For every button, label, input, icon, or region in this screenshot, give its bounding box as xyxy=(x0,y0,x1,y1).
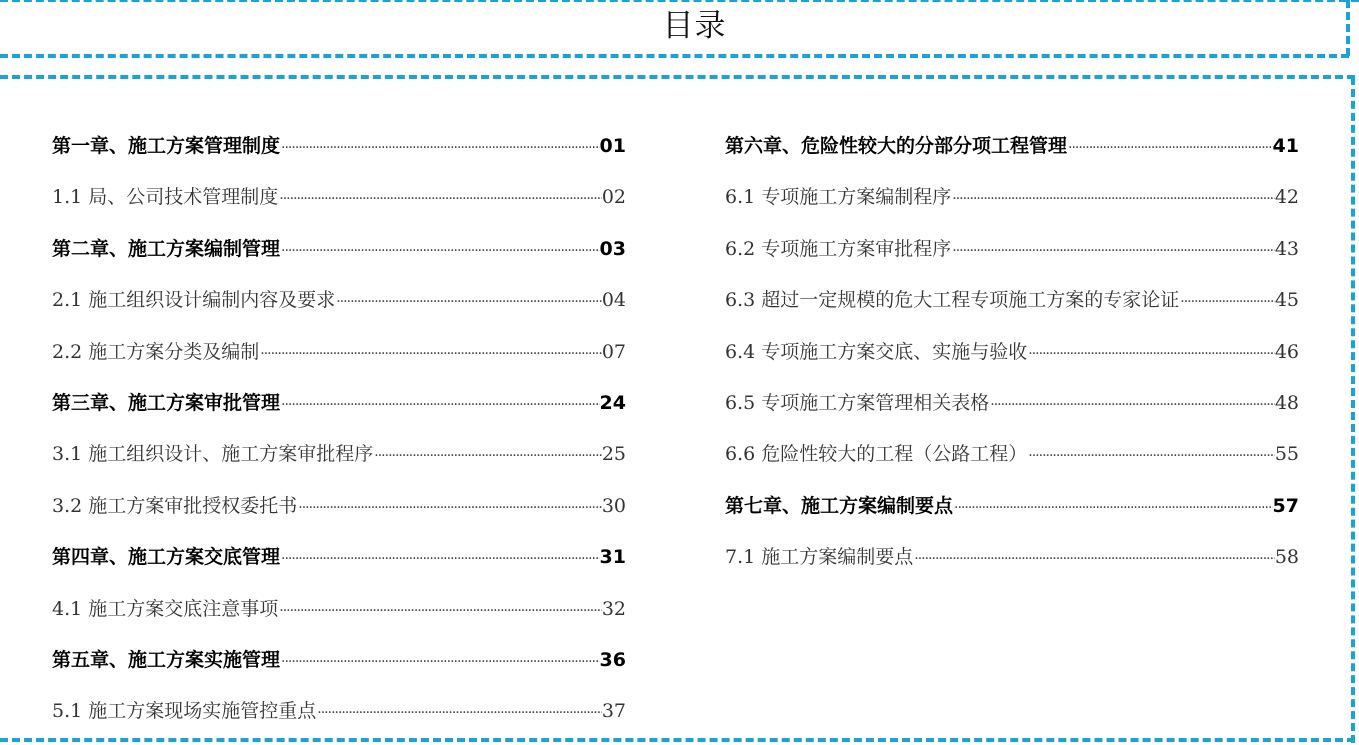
toc-entry-page: 31 xyxy=(599,546,626,569)
toc-entry-title: 4.1 施工方案交底注意事项 xyxy=(52,597,279,620)
toc-entry-page: 07 xyxy=(601,340,626,363)
content-border-top xyxy=(0,75,1355,79)
toc-entry[interactable] xyxy=(52,231,626,282)
toc-entry-title: 5.1 施工方案现场实施管控重点 xyxy=(52,700,317,723)
toc-entry-title: 6.1 专项施工方案编制程序 xyxy=(725,186,952,209)
toc-entry[interactable] xyxy=(52,282,626,333)
toc-entry-page: 25 xyxy=(601,443,626,466)
toc-entry[interactable] xyxy=(52,693,626,744)
toc-entry[interactable] xyxy=(52,488,626,539)
toc-leader-dots xyxy=(1027,336,1275,372)
toc-entry[interactable] xyxy=(725,179,1299,230)
toc-entry-page: 04 xyxy=(601,289,626,312)
toc-entry-title: 第一章、施工方案管理制度 xyxy=(52,135,281,157)
toc-entry-page: 41 xyxy=(1272,135,1299,157)
toc-entry[interactable] xyxy=(725,231,1299,282)
toc-leader-dots xyxy=(989,387,1275,423)
toc-leader-dots xyxy=(278,593,602,629)
toc-entry-page: 36 xyxy=(599,648,626,671)
toc-leader-dots xyxy=(278,181,602,217)
header-border-bottom xyxy=(0,54,1349,58)
toc-entry-title: 7.1 施工方案编制要点 xyxy=(725,546,914,569)
toc-entry-page: 02 xyxy=(601,186,626,209)
toc-entry[interactable] xyxy=(725,436,1299,487)
toc-leader-dots xyxy=(316,695,602,731)
toc-entry[interactable] xyxy=(52,591,626,642)
toc-entry[interactable] xyxy=(725,128,1299,179)
toc-entry-title: 第二章、施工方案编制管理 xyxy=(52,237,281,260)
toc-entry-title: 6.2 专项施工方案审批程序 xyxy=(725,237,952,260)
toc-entry-title: 第七章、施工方案编制要点 xyxy=(725,494,954,517)
toc-leader-dots xyxy=(280,130,600,166)
toc-entry-title: 第四章、施工方案交底管理 xyxy=(52,546,281,569)
toc-entry[interactable] xyxy=(52,179,626,230)
toc-entry[interactable] xyxy=(52,334,626,385)
toc-leader-dots xyxy=(913,541,1275,577)
toc-entry-page: 32 xyxy=(601,597,626,620)
toc-entry[interactable] xyxy=(52,436,626,487)
toc-entry[interactable] xyxy=(52,385,626,436)
toc-entry[interactable] xyxy=(52,539,626,590)
toc-leader-dots xyxy=(373,438,602,474)
toc-entry-page: 03 xyxy=(599,237,626,260)
toc-entry-title: 3.1 施工组织设计、施工方案审批程序 xyxy=(52,443,374,466)
toc-left-column xyxy=(52,128,626,745)
toc-entry-page: 30 xyxy=(601,494,626,517)
toc-entry-title: 6.6 危险性较大的工程（公路工程） xyxy=(725,443,1028,466)
toc-entry[interactable] xyxy=(725,539,1299,590)
toc-entry-page: 46 xyxy=(1274,340,1299,363)
toc-right-column xyxy=(725,128,1299,591)
toc-entry-page: 24 xyxy=(599,391,626,414)
toc-entry[interactable] xyxy=(52,642,626,693)
toc-entry-page: 37 xyxy=(601,700,626,723)
toc-entry[interactable] xyxy=(725,488,1299,539)
toc-entry-title: 第六章、危险性较大的分部分项工程管理 xyxy=(725,135,1068,157)
toc-leader-dots xyxy=(280,387,600,423)
toc-entry-page: 58 xyxy=(1274,546,1299,569)
toc-leader-dots xyxy=(1179,284,1275,320)
toc-leader-dots xyxy=(1067,130,1273,166)
toc-leader-dots xyxy=(951,233,1275,269)
toc-leader-dots xyxy=(951,181,1275,217)
toc-entry-title: 2.2 施工方案分类及编制 xyxy=(52,340,260,363)
toc-entry[interactable] xyxy=(52,128,626,179)
toc-entry[interactable] xyxy=(725,282,1299,333)
toc-leader-dots xyxy=(297,490,602,526)
page-title: 目录 xyxy=(662,8,727,44)
toc-entry-page: 57 xyxy=(1272,494,1299,517)
toc-entry-page: 42 xyxy=(1274,186,1299,209)
toc-entry-page: 55 xyxy=(1274,443,1299,466)
toc-entry-title: 3.2 施工方案审批授权委托书 xyxy=(52,494,298,517)
toc-leader-dots xyxy=(280,644,600,680)
toc-entry[interactable] xyxy=(725,385,1299,436)
toc-entry-page: 45 xyxy=(1274,289,1299,312)
toc-entry[interactable] xyxy=(725,334,1299,385)
toc-entry-title: 2.1 施工组织设计编制内容及要求 xyxy=(52,289,336,312)
toc-leader-dots xyxy=(1027,438,1275,474)
toc-entry-page: 43 xyxy=(1274,237,1299,260)
toc-leader-dots xyxy=(280,233,600,269)
toc-entry-title: 1.1 局、公司技术管理制度 xyxy=(52,186,279,209)
toc-leader-dots xyxy=(335,284,602,320)
toc-leader-dots xyxy=(280,541,600,577)
toc-entry-title: 6.3 超过一定规模的危大工程专项施工方案的专家论证 xyxy=(725,289,1180,312)
toc-leader-dots xyxy=(259,336,602,372)
toc-entry-title: 6.5 专项施工方案管理相关表格 xyxy=(725,391,990,414)
toc-entry-title: 第五章、施工方案实施管理 xyxy=(52,648,281,671)
header-border-top xyxy=(0,0,1359,2)
toc-entry-title: 第三章、施工方案审批管理 xyxy=(52,391,281,414)
toc-entry-page: 01 xyxy=(599,135,626,157)
content-border-right xyxy=(1351,77,1355,743)
toc-entry-title: 6.4 专项施工方案交底、实施与验收 xyxy=(725,340,1028,363)
toc-leader-dots xyxy=(953,490,1273,526)
toc-entry-page: 48 xyxy=(1274,391,1299,414)
